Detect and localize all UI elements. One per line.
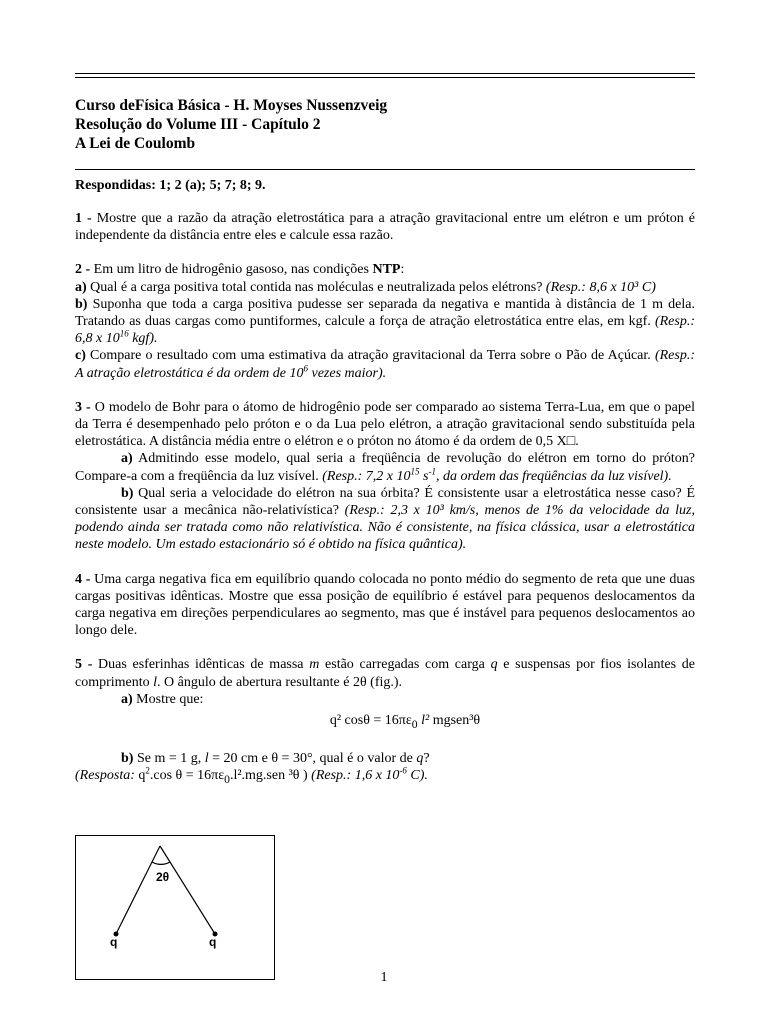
header-rule — [75, 169, 695, 170]
top-rule-second — [75, 77, 695, 78]
questions — [75, 210, 695, 788]
question-2: 2 - Em um litro de hidrogênio gasoso, nas condições NTP: — [75, 262, 405, 278]
left-charge-label: q — [110, 935, 118, 949]
answer: (Resp.: 6,8 x $10^{16}$ kgf). — [75, 314, 695, 347]
question-1 — [75, 210, 695, 244]
answer: (Resp.: 7,2 x $10^{15}$ $s^{-1}$, da ordem das freqüências da luz visível). — [322, 465, 672, 484]
question-2a: a) Qual é a carga positiva total contida nas moléculas e neutralizada pelos elétrons? (Resp.: 8,6 x 10³ C) — [75, 279, 656, 295]
question-number: 4 - — [75, 571, 91, 587]
answer: (Resp.: 8,6 x 10³ C) — [545, 279, 656, 295]
question-number: 2 - — [75, 262, 91, 278]
question-4 — [75, 571, 695, 640]
question-5b: b) Se m = 1 g, l = 20 cm e θ = 30°, qual é o valor de q? — [121, 751, 430, 767]
question-5-answer: (Resposta: $q^2.\cos$ $\theta = 16\pi\varepsilon_0.l^2.mg.sen$ ³θ ) (Resp.: 1,6 x $10^{-6}$ C). — [75, 765, 428, 787]
right-thread — [160, 846, 215, 934]
question-number: 3 - — [75, 399, 91, 415]
question-number: 1 - — [75, 211, 92, 226]
pendulum-diagram — [76, 836, 274, 979]
question-3b: b) Qual seria a velocidade do elétron na sua órbita? É consistente usar a eletrostática nesse caso? É consistente usar a mecânica não-relativística? (Resp.: 2,3 x 10³ km/s, menos de 1% da velocidade da luz, podendo ainda ser tratada como não relativística. Não é consistente, na física clássica, usar a eletrostática neste modelo. Um estado estacionário só é obtido na física quântica). — [75, 485, 695, 553]
question-3 — [75, 399, 695, 451]
answer: (Resp.: 1,6 x $10^{-6}$ C). — [311, 765, 428, 784]
question-number: 5 - — [75, 657, 93, 673]
angle-arc — [152, 862, 170, 864]
question-2b: b) Suponha que toda a carga positiva pudesse ser separada da negativa e mantida à distância de 1 m dela. Tratando as duas cargas como puntiformes, calcule a força de atração eletrostática entre elas, em kgf. (Resp.: 6,8 x $10^{16}$ kgf). — [75, 296, 695, 347]
answered-list: Respondidas: 1; 2 (a); 5; 7; 8; 9. — [75, 178, 266, 193]
pendulum-figure — [75, 835, 275, 980]
page-number: 1 — [380, 970, 388, 985]
document-header — [75, 96, 695, 153]
course-title: Curso deFísica Básica - H. Moyses Nussenzveig — [75, 97, 388, 114]
top-rule — [75, 73, 695, 74]
right-charge-label: q — [209, 935, 217, 949]
volume-title: Resolução do Volume III - Capítulo 2 — [75, 116, 321, 133]
formula: q² $\cos\theta = 16\pi\varepsilon_0$ l² mgsen³θ — [329, 713, 481, 731]
answer: (Resp.: A atração eletrostática é da ordem de $10^6$ vezes maior). — [75, 348, 695, 381]
answer: (Resp.: 2,3 x 10³ km/s, menos de 1% da velocidade da luz, podendo ainda ser tratada como não relativística. Não é consistente, na física clássica, usar a eletrostática neste modelo. Um estado estacionário só é obtido na física quântica). — [75, 503, 695, 553]
question-text: O modelo de Bohr para o átomo de hidrogênio pode ser comparado ao sistema Terra-Lua, em que o papel da Terra é desempenhado pelo próton e o da Lua pelo elétron, a atração gravitacional sendo substituída pela eletrostática. A distância média entre o elétron e o próton no átomo é da ordem de 0,5 X□. — [75, 399, 695, 450]
chapter-title: A Lei de Coulomb — [75, 135, 196, 152]
question-5a: a) Mostre que: — [121, 691, 204, 707]
question-5: 5 - Duas esferinhas idênticas de massa m estão carregadas com carga q e suspensas por fios isolantes de comprimento l. O ângulo de abertura resultante é 2θ (fig.). — [75, 657, 696, 690]
question-2c: c) Compare o resultado com uma estimativa da atração gravitacional da Terra sobre o Pão de Açúcar. (Resp.: A atração eletrostática é da ordem de $10^6$ vezes maior). — [75, 348, 695, 381]
left-thread — [116, 846, 160, 934]
question-text: Uma carga negativa fica em equilíbrio quando colocada no ponto médio do segmento de reta que une duas cargas positivas idênticas. Mostre que essa posição de equilíbrio é estável para pequenos deslocamentos da carga negativa em direções perpendiculares ao segmento, mas que é instável para pequenos deslocamentos ao longo dele. — [75, 571, 695, 639]
question-3a: a) Admitindo esse modelo, qual seria a freqüência de revolução do elétron em torno do próton? Compare-a com a freqüência da luz visível. (Resp.: 7,2 x $10^{15}$ $s^{-1}$, da ordem das freqüências da luz visível). — [75, 451, 695, 484]
angle-label: 2θ — [156, 870, 170, 884]
question-text: Mostre que a razão da atração eletrostática para a atração gravitacional entre um elétron e um próton é independente da distância entre eles e calcule essa razão. — [75, 211, 695, 244]
